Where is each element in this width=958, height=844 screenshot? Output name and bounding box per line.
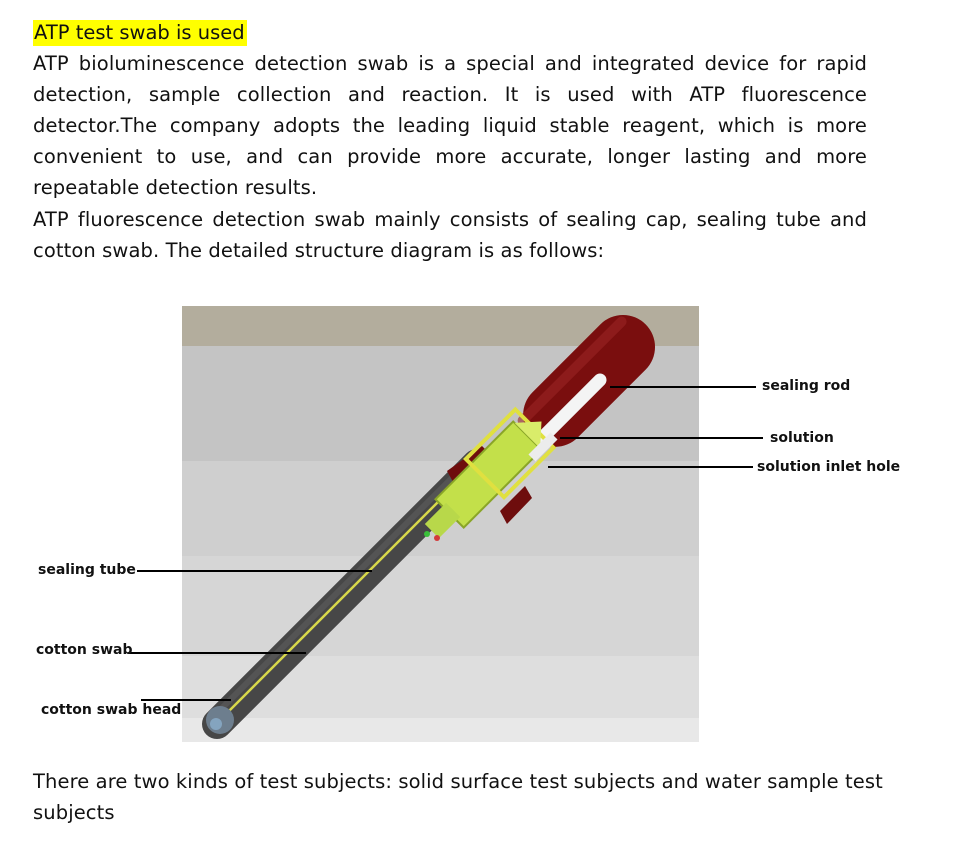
label-solution: solution [770, 430, 834, 446]
leader-sealing-tube [137, 570, 372, 572]
swab-illustration [182, 306, 699, 742]
structure-paragraph: ATP fluorescence detection swab mainly consists of sealing cap, sealing tube and cotton swab. The detailed structure diagram is as follows: [33, 208, 867, 262]
leader-solution-inlet-hole [548, 466, 753, 468]
label-cotton-swab-head: cotton swab head [41, 702, 182, 718]
label-sealing-tube: sealing tube [38, 562, 136, 578]
leader-sealing-rod [610, 386, 756, 388]
label-solution-inlet-hole: solution inlet hole [757, 459, 901, 475]
leader-cotton-swab-head [141, 699, 231, 701]
intro-paragraph: ATP bioluminescence detection swab is a special and integrated device for rapid detection, sample collection and reaction. It is used with ATP fluorescence detector.The company adopts the leading liquid stable reagent, which is more convenient to use, and can provide more accurate, longer lasting and more repeatable detection results. [33, 52, 867, 199]
label-cotton-swab: cotton swab [36, 642, 133, 658]
section-heading: ATP test swab is used [34, 21, 245, 44]
swab-structure-diagram [182, 306, 699, 742]
test-subjects-paragraph: There are two kinds of test subjects: solid surface test subjects and water sample test subjects [33, 770, 883, 824]
leader-cotton-swab [128, 652, 306, 654]
label-sealing-rod: sealing rod [762, 378, 851, 394]
leader-solution [560, 437, 763, 439]
